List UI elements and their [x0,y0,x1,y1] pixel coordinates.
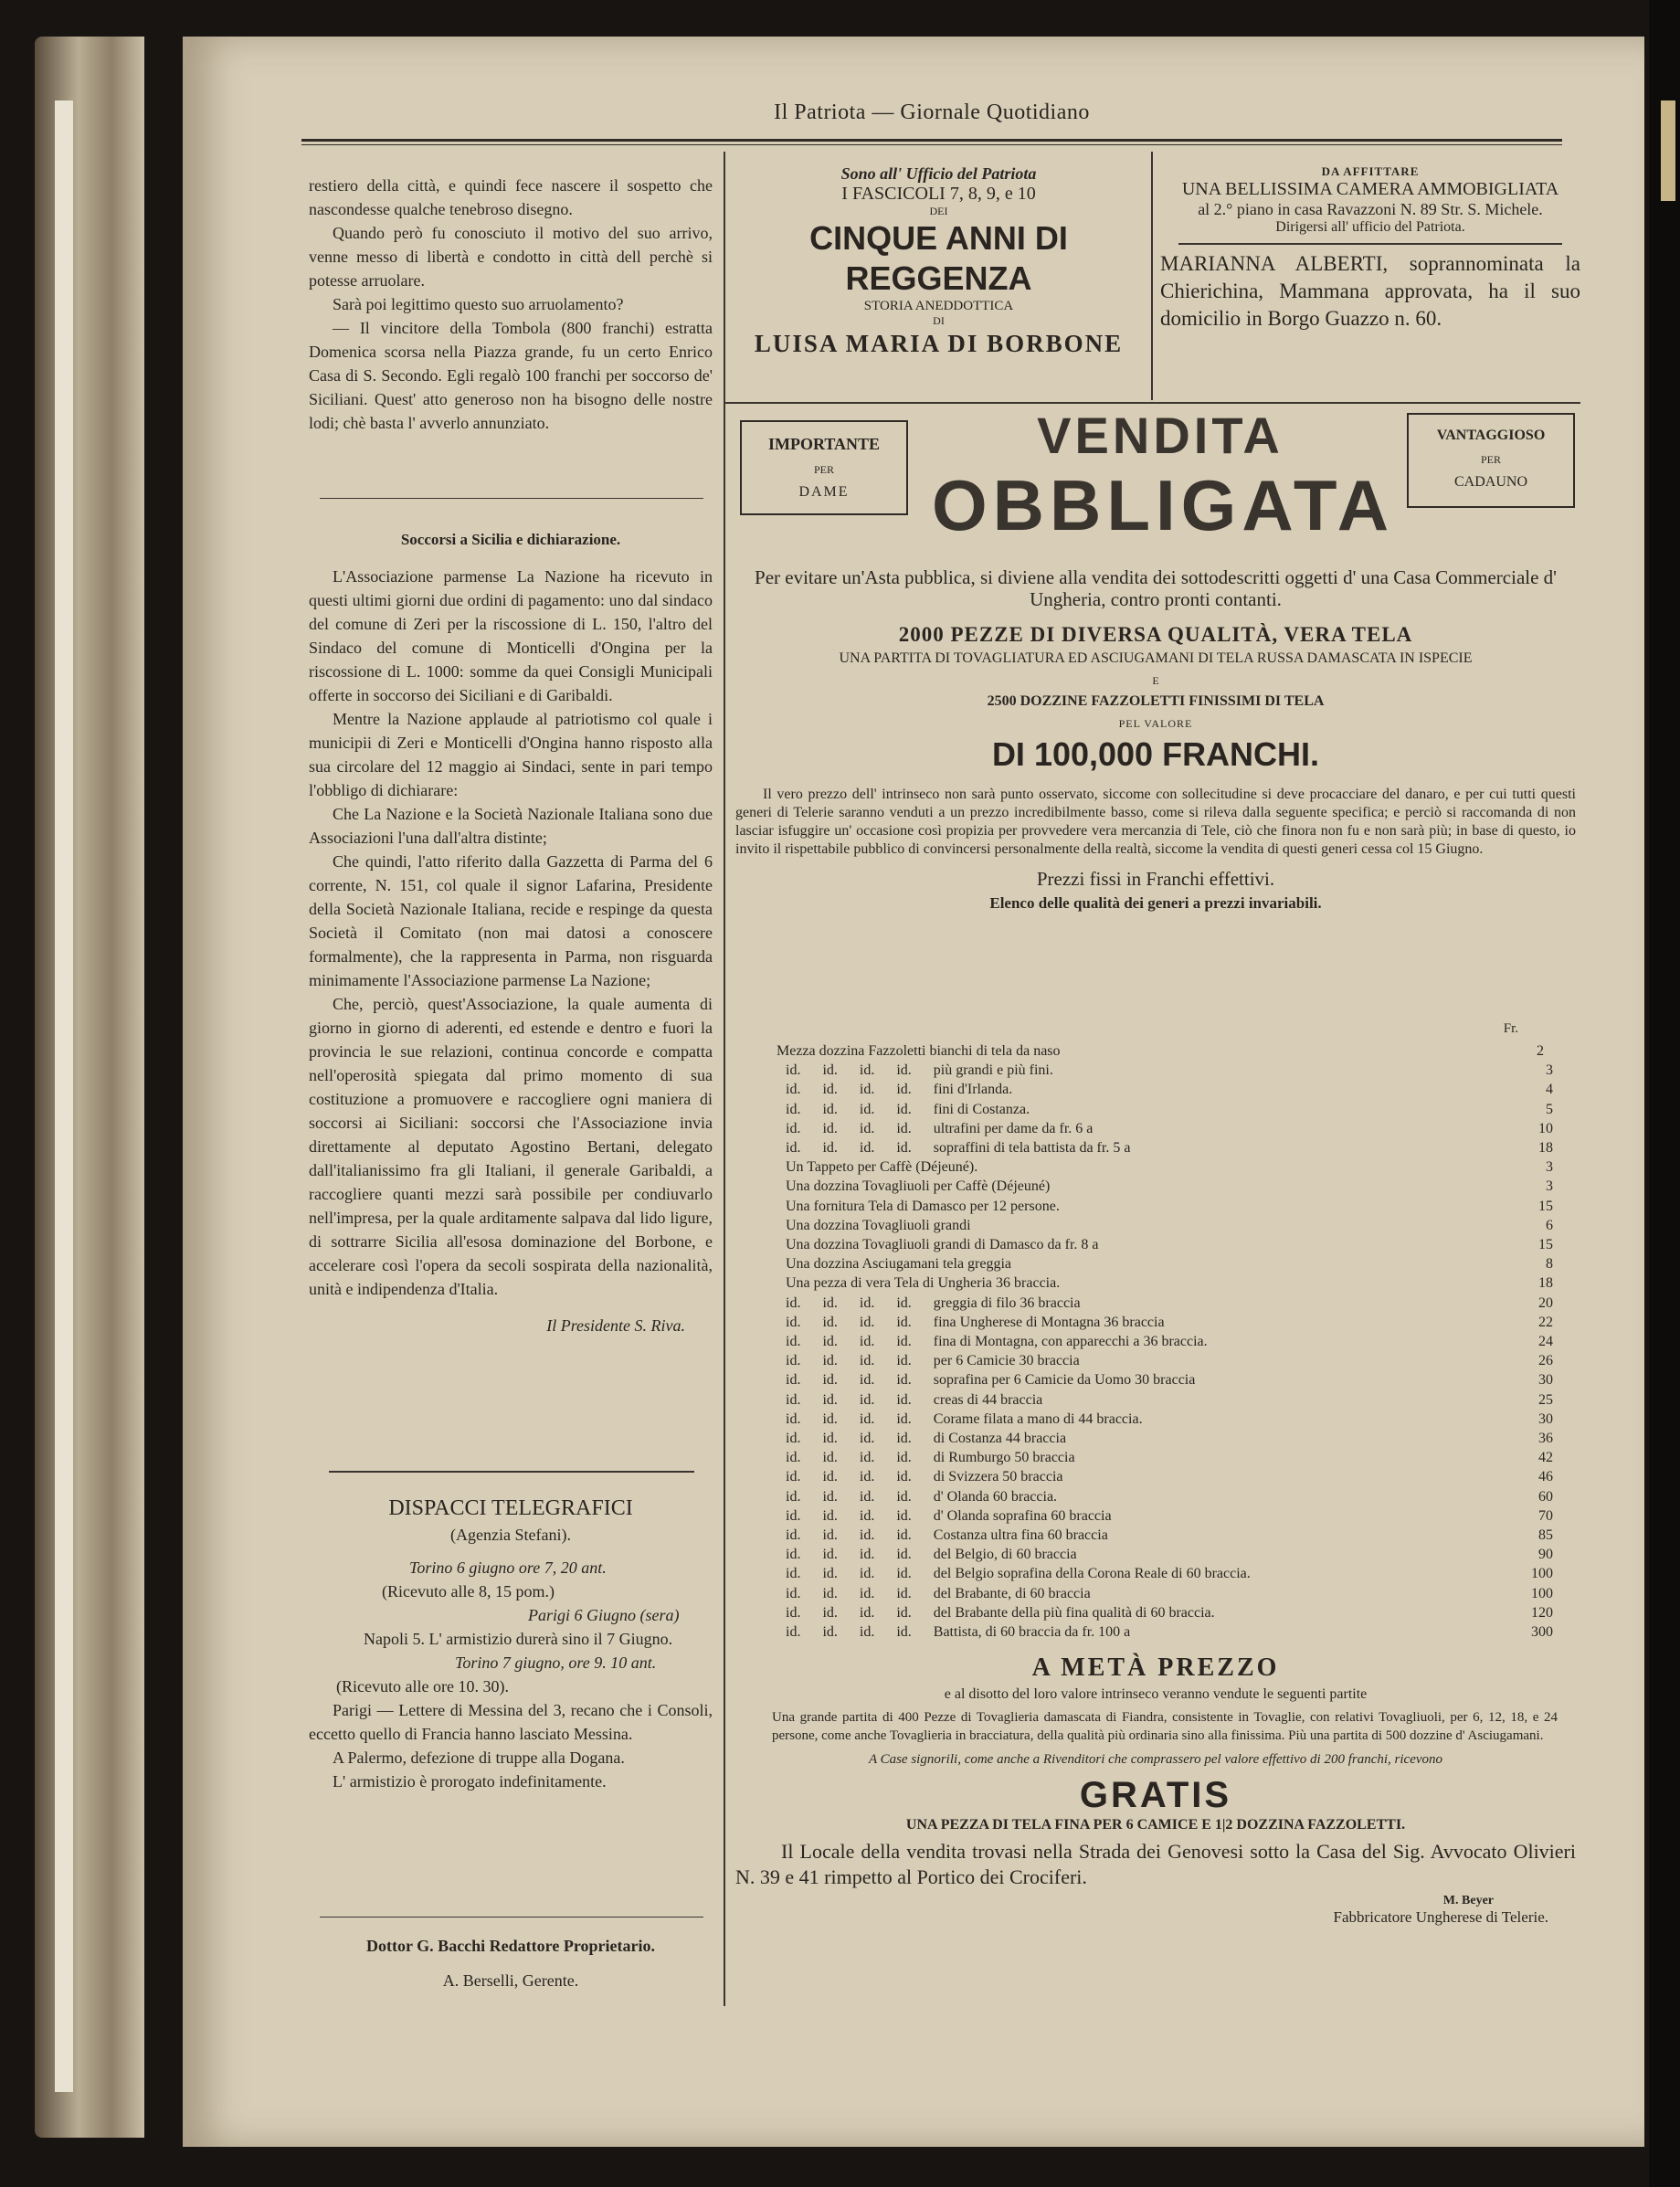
ad-line: UNA BELLISSIMA CAMERA AMMOBIGLIATA [1181,179,1559,199]
price-value: 36 [1538,1431,1553,1446]
price-item-text: Una pezza di vera Tela di Ungheria 36 braccia. [786,1275,1061,1292]
elenco-heading: Elenco delle qualità dei generi a prezzi invariabili. [989,894,1322,912]
price-row [786,1411,1553,1428]
column-rule [724,152,725,2006]
newspaper-page [183,37,1644,2147]
ad-line: DI [933,314,945,327]
divider [320,498,703,499]
header-rule-thin [301,144,1562,145]
price-row [786,1237,1553,1253]
column-rule [1151,152,1153,400]
price-item-text: id. id. id. id. ultrafini per dame da fr. 6 a [786,1120,1094,1136]
dispaccio-line: (Ricevuto alle 8, 15 pom.) [382,1582,555,1601]
dispacci-subtitle: (Agenzia Stefani). [450,1526,571,1544]
box-text: IMPORTANTE [767,435,881,453]
gratis-title: GRATIS [1079,1775,1232,1815]
vendita-value: DI 100,000 FRANCHI. [991,735,1320,773]
price-value: 24 [1538,1334,1553,1349]
price-value: 100 [1531,1566,1553,1582]
para: restiero della città, e quindi fece nascere il sospetto che nascondesse qualche tenebroso disegno. [309,176,713,218]
price-value: 18 [1538,1275,1553,1292]
price-value: 3 [1546,1159,1553,1176]
vendita-text: Il vero prezzo dell' intrinseco non sarà punto osservato, siccome con sollecitudine si deve procacciare del danaro, e per cui tutti questi generi di Telerie saranno venduti a un prezzo incredibilmente basso, come si rileva dalla seguente specifica; e perciò si raccomanda di non lasciar isfuggire un' occasione così propizia per provvedere vera mercanzia di Tele, ciò che finora non fu e non sarà più; in base di questo, io invito il rispettabile pubblico di convincersi personalmente della realtà, siccome la vendita di questi generi cessa col 15 Giugno. [735,787,1576,857]
price-item-text: Un Tappeto per Caffè (Déjeuné). [786,1159,978,1176]
divider [1178,243,1562,245]
ad-affittare [1160,164,1580,333]
price-item-text: id. id. id. id. d' Olanda 60 braccia. [786,1488,1058,1505]
meta-prezzo [735,1653,1576,1927]
right-border [1649,0,1680,2187]
box-text: PER [813,463,834,476]
para: Che, perciò, quest'Associazione, la quale aumenta di giorno in giorno di aderenti, ed estende e dentro e fuori la provincia le sue relazioni, continua concorde e compatta nell'operosità spiegata dal primo momento di sua costituzione a promuovere e raccogliere ogni maniera di soccorsi ai Siciliani: soccorsi che l'Associazione invia direttamente al deputato Agostino Bertani, delegato dall'italianissimo fra gli Italiani, il generale Garibaldi, a raccogliere quanti mezzi sarà possibile per condiuvarlo nell'impresa, per la quale arditamente salpava dal lido ligure, di sottrarre Sicilia all'esosa dominazione del Borbone, e accelerare così l'opera da secoli sospirata della nazionalità, unità e indipendenza d'Italia. [309,995,713,1298]
price-row [786,1508,1553,1525]
para: Che La Nazione e la Società Nazionale Italiana sono due Associazioni l'una dall'altra distinte; [309,805,713,847]
price-row [786,1295,1553,1312]
price-row [786,1527,1553,1544]
price-value: 26 [1538,1353,1553,1369]
price-row [786,1450,1553,1466]
price-item-text: id. id. id. id. Corame filata a mano di 44 braccia. [786,1410,1143,1427]
signature-beyer: M. Beyer [1442,1894,1494,1907]
ad-alberti: MARIANNA ALBERTI, soprannominata la Chierichina, Mammana approvata, ha il suo domicilio in Borgo Guazzo n. 60. [1160,252,1580,330]
para: Parigi — Lettere di Messina del 3, recano che i Consoli, eccetto quello di Francia hanno lasciato Messina. [309,1701,713,1743]
price-value: 300 [1531,1624,1553,1640]
price-value: 30 [1538,1410,1553,1427]
price-value: 25 [1538,1391,1553,1408]
price-item-text: Una dozzina Tovagliuoli grandi di Damasco da fr. 8 a [786,1237,1099,1252]
price-item-text: id. id. id. id. sopraffini di tela battista da fr. 5 a [786,1140,1131,1156]
price-item-text: id. id. id. id. per 6 Camicie 30 braccia [786,1353,1080,1369]
price-item-text: id. id. id. id. greggia di filo 36 braccia [786,1294,1081,1311]
signature-title: Fabbricatore Ungherese di Telerie. [1333,1908,1548,1926]
price-row [786,1392,1553,1409]
editor-line: Dottor G. Bacchi Redattore Proprietario. [366,1937,655,1955]
box-importante [740,420,908,515]
price-value: 10 [1538,1120,1553,1136]
price-row [786,1062,1553,1079]
price-item-text: id. id. id. id. di Costanza 44 braccia [786,1431,1067,1446]
price-row [786,1605,1553,1622]
ad-line: Sono all' Ufficio del Patriota [840,164,1037,183]
para: L'Associazione parmense La Nazione ha ricevuto in questi ultimi giorni due ordini di pagamento: uno dal sindaco del comune di Zeri per la riscossione di L. 150, l'altro del Sindaco del comune di Monticelli d'Ongina per la riscossione di L. 1000: somme da quei Consigli Municipali offerte in soccorso dei Siciliani e di Garibaldi. [309,567,713,704]
price-row [786,1624,1553,1641]
price-value: 120 [1531,1604,1553,1621]
price-value: 3 [1546,1178,1553,1195]
ad-line: DA AFFITTARE [1321,164,1420,178]
price-item-text: id. id. id. id. del Brabante della più fina qualità di 60 braccia. [786,1604,1215,1621]
price-item-text: Una dozzina Tovagliuoli per Caffè (Déjeuné) [786,1178,1051,1195]
price-row [786,1353,1553,1369]
price-row [786,1469,1553,1485]
para: L' armistizio è prorogato indefinitamente. [333,1772,607,1791]
price-row [786,1547,1553,1563]
price-value: 2 [1537,1043,1544,1059]
dispaccio-line: (Ricevuto alle ore 10. 30). [336,1677,509,1696]
price-row [786,1489,1553,1506]
price-item-text: id. id. id. id. Costanza ultra fina 60 braccia [786,1527,1108,1543]
divider [329,1471,694,1473]
manager-line: A. Berselli, Gerente. [442,1971,579,1990]
vendita-heading: PEL VALORE [1118,717,1193,730]
price-item-text: id. id. id. id. del Belgio, di 60 braccia [786,1547,1077,1563]
divider [724,402,1580,404]
ad-title: CINQUE ANNI DI REGGENZA [809,219,1068,297]
price-row [786,1586,1553,1602]
divider [320,1917,703,1918]
price-item-text: id. id. id. id. fina di Montagna, con apparecchi a 36 braccia. [786,1334,1208,1349]
vendita-title [932,407,1395,545]
price-value: 100 [1531,1585,1553,1601]
price-item-text: Una dozzina Asciugamani tela greggia [786,1256,1012,1273]
price-value: 85 [1538,1527,1553,1543]
dispacci-title: DISPACCI TELEGRAFICI [388,1496,633,1520]
price-row [786,1102,1553,1118]
dispaccio-line: Parigi 6 Giugno (sera) [528,1606,680,1624]
price-item-text: Una dozzina Tovagliuoli grandi [786,1217,971,1233]
ad-line: I FASCICOLI 7, 8, 9, e 10 [841,184,1036,204]
price-value: 8 [1546,1256,1553,1273]
para: Quando però fu conosciuto il motivo del suo arrivo, venne messo di libertà e condotto in città dell perchè si potesse arruolare. [309,224,713,290]
price-item-text: id. id. id. id. fini d'Irlanda. [786,1082,1013,1098]
para: Sarà poi legittimo questo suo arruolamento? [333,295,624,313]
price-row [786,1159,1553,1176]
ad-cinque-anni [731,164,1146,358]
box-text: VANTAGGIOSO [1436,428,1546,443]
price-value: 20 [1538,1294,1553,1311]
dispacci [309,1494,713,1793]
price-item-text: id. id. id. id. soprafina per 6 Camicie da Uomo 30 braccia [786,1372,1196,1389]
vendita-body [735,566,1576,913]
para: Mentre la Nazione applaude al patriotismo col quale i municipii di Zeri e Monticelli d'Ongina hanno risposto alla sua circolare del 12 maggio ai Sindaci, sente in pari tempo l'obbligo di dichiarare: [309,710,713,799]
price-row [786,1334,1553,1350]
price-row [777,1043,1544,1060]
price-row [786,1199,1553,1215]
case-line: A Case signorili, come anche a Rivenditori che comprassero pel valore effettivo di 200 franchi, ricevono [868,1752,1443,1767]
locale-text: Il Locale della vendita trovasi nella Strada dei Genovesi sotto la Casa del Sig. Avvocato Olivieri N. 39 e 41 rimpetto al Portico dei Crociferi. [735,1840,1576,1888]
price-item-text: id. id. id. id. creas di 44 braccia [786,1391,1043,1408]
price-item-text: id. id. id. id. di Svizzera 50 braccia [786,1469,1063,1485]
price-value: 70 [1538,1507,1553,1524]
price-list [777,1021,1562,1652]
header-rule [301,139,1562,142]
ad-line: al 2.° piano in casa Ravazzoni N. 89 Str. S. Michele. [1198,200,1543,218]
price-value: 30 [1538,1372,1553,1389]
price-item-text: id. id. id. id. del Brabante, di 60 braccia [786,1585,1091,1601]
price-row [786,1372,1553,1389]
title-obbligata: OBBLIGATA [932,465,1395,545]
price-item-text: id. id. id. id. di Rumburgo 50 braccia [786,1450,1075,1466]
price-row [786,1275,1553,1292]
price-value: 42 [1538,1450,1553,1466]
price-value: 5 [1546,1101,1553,1117]
price-row [786,1315,1553,1331]
box-text: PER [1480,453,1501,466]
signature: Il Presidente S. Riva. [546,1316,685,1335]
ad-line: STORIA ANEDDOTTICA [863,299,1014,313]
ad-title: LUISA MARIA DI BORBONE [754,330,1124,357]
price-item-text: Mezza dozzina Fazzoletti bianchi di tela da naso [777,1043,1061,1059]
price-row [786,1218,1553,1234]
page-header: Il Patriota — Giornale Quotidiano [774,100,1090,124]
price-row [786,1566,1553,1582]
ad-line: Dirigersi all' ufficio del Patriota. [1275,219,1465,235]
meta-body: Una grande partita di 400 Pezze di Tovaglieria damascata di Fiandra, consistente in Tovaglie, con relativi Tovagliuoli, per 6, 12, 18, e 24 persone, come anche Tovaglieria in bracciatura, della qualità più ordinaria sino alla finissima. Più una partita di 500 dozzine d' Asciugamani. [772,1710,1558,1743]
price-value: 6 [1546,1217,1553,1233]
meta-title: A METÀ PREZZO [1031,1653,1280,1682]
price-row [786,1082,1553,1098]
left-column [309,174,713,435]
dispaccio-line: Torino 7 giugno, ore 9. 10 ant. [455,1653,657,1672]
vendita-heading: 2500 DOZZINE FAZZOLETTI FINISSIMI DI TELA [987,693,1325,709]
currency-label: Fr. [1503,1021,1518,1036]
price-row [786,1256,1553,1273]
price-item-text: id. id. id. id. Battista, di 60 braccia da fr. 100 a [786,1624,1131,1640]
title-vendita: VENDITA [1037,407,1284,464]
price-item-text: id. id. id. id. più grandi e più fini. [786,1062,1053,1079]
para: A Palermo, defezione di truppe alla Dogana. [333,1749,625,1767]
book-spine [35,37,144,2138]
price-value: 90 [1538,1547,1553,1563]
page-edges [55,100,73,2092]
price-value: 15 [1538,1237,1553,1252]
vendita-heading: E [1152,674,1159,687]
box-vantaggioso [1407,413,1575,508]
gratis-sub: UNA PEZZA DI TELA FINA PER 6 CAMICE E 1|2 DOZZINA FAZZOLETTI. [905,1817,1406,1833]
price-value: 15 [1538,1198,1553,1214]
vendita-heading: UNA PARTITA DI TOVAGLIATURA ED ASCIUGAMANI DI TELA RUSSA DAMASCATA IN ISPECIE [839,650,1473,666]
box-text: DAME [798,484,850,500]
price-row [786,1140,1553,1157]
soccorsi-article [309,528,713,1337]
meta-sub: e al disotto del loro valore intrinseco veranno vendute le seguenti partite [944,1686,1368,1702]
price-item-text: id. id. id. id. d' Olanda soprafina 60 braccia [786,1507,1112,1524]
dispaccio-line: Torino 6 giugno ore 7, 20 ant. [409,1558,607,1577]
price-value: 46 [1538,1469,1553,1485]
para: — Il vincitore della Tombola (800 franchi) estratta Domenica scorsa nella Piazza grande, fu un certo Enrico Casa di S. Secondo. Egli regalò 100 franchi per soccorso de' Siciliani. Quest' atto generoso non ha bisogno delle nostre lodi; chè basta l' avverlo annunziato. [309,319,713,432]
price-row [786,1178,1553,1195]
prezzi-heading: Prezzi fissi in Franchi effettivi. [1036,868,1275,890]
vendita-heading: 2000 PEZZE DI DIVERSA QUALITÀ, VERA TELA [898,623,1413,646]
price-value: 22 [1538,1314,1553,1330]
price-row [786,1431,1553,1447]
price-row [786,1121,1553,1137]
price-value: 60 [1538,1488,1553,1505]
price-item-text: id. id. id. id. del Belgio soprafina della Corona Reale di 60 braccia. [786,1566,1251,1582]
page-tab [1661,100,1675,201]
price-item-text: Una fornitura Tela di Damasco per 12 persone. [786,1198,1060,1214]
price-value: 4 [1546,1082,1553,1098]
price-item-text: id. id. id. id. fini di Costanza. [786,1101,1030,1117]
vendita-intro: Per evitare un'Asta pubblica, si diviene alla vendita dei sottodescritti oggetti d' una Casa Commerciale d' Ungheria, contro pronti contanti. [755,566,1557,610]
box-text: CADAUNO [1454,474,1527,490]
price-item-text: id. id. id. id. fina Ungherese di Montagna 36 braccia [786,1314,1165,1330]
soccorsi-title: Soccorsi a Sicilia e dichiarazione. [400,531,621,548]
ad-line: DEI [929,205,948,217]
para: Che quindi, l'atto riferito dalla Gazzetta di Parma del 6 corrente, N. 151, col quale il signor Lafarina, Presidente della Società Nazionale Italiana, recide e respinge da questa Società il Comitato (non mai datosi a conoscere formalmente), che la rappresenta in Parma, non risguarda minimamente l'Associazione parmense La Nazione; [309,852,713,989]
dispaccio-line: Napoli 5. L' armistizio durerà sino il 7 Giugno. [364,1630,673,1648]
price-value: 18 [1538,1140,1553,1156]
price-value: 3 [1546,1062,1553,1079]
